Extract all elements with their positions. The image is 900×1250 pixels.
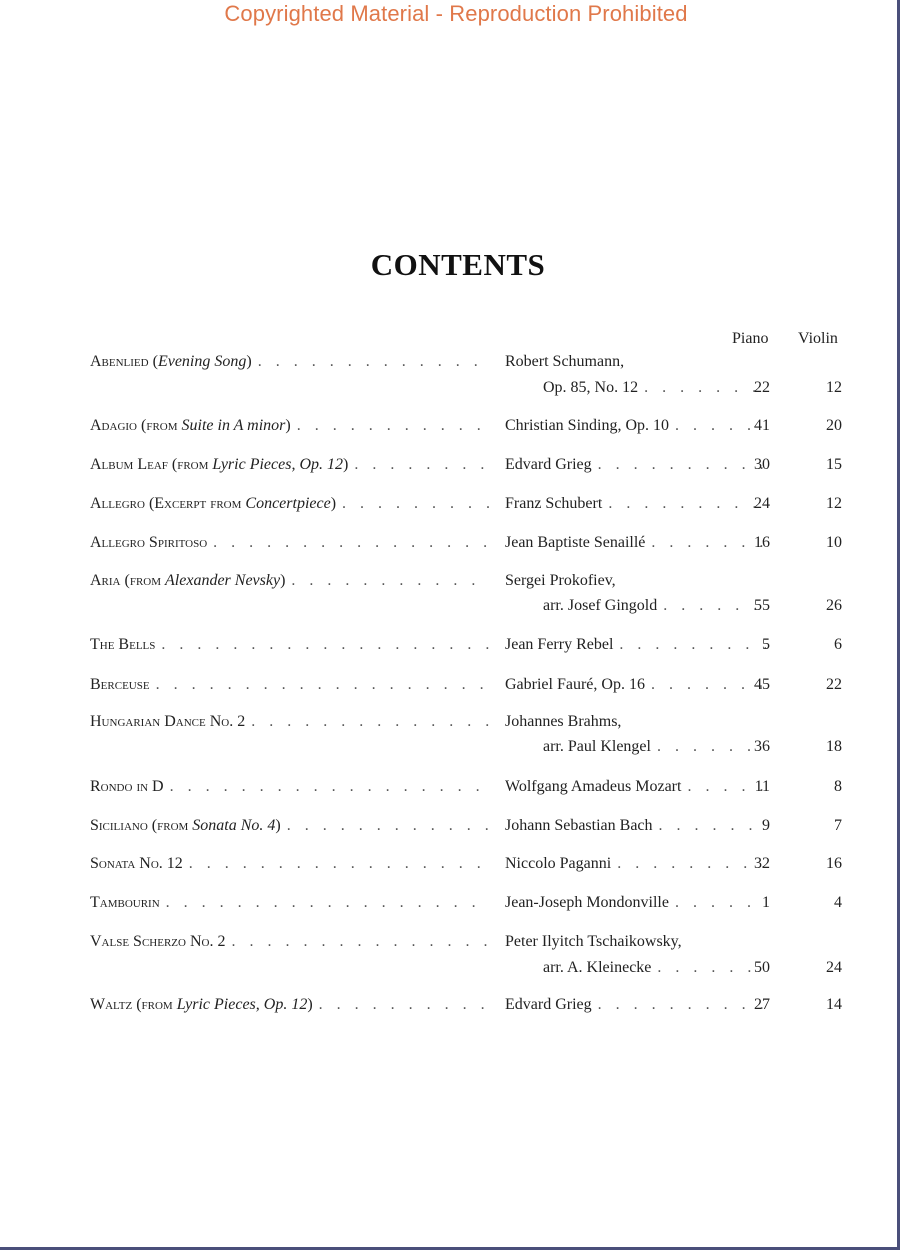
dot-leader [231,932,490,952]
entry-composer: Gabriel Fauré, Op. 16 . . . [505,675,770,695]
entry-title: The Bells . . . [90,635,494,655]
entry-composer: Edvard Grieg . . . [505,455,770,475]
violin-page: 8 [834,778,842,795]
dot-leader [287,816,490,836]
entry-title: Adagio (from Suite in A minor) . . . [90,416,494,436]
entry-title: Rondo in D . . . [90,777,494,797]
piano-page: 27 [754,996,770,1013]
entry-composer: Peter Ilyitch Tschaikowsky, [505,933,682,950]
piano-page: 1 [762,894,770,911]
piano-page: 36 [754,738,770,755]
entry-title: Waltz (from Lyric Pieces, Op. 12) . . . [90,995,494,1015]
violin-page: 14 [826,996,842,1013]
entry-composer: Christian Sinding, Op. 10 . . . [505,416,770,436]
violin-page: 7 [834,817,842,834]
contents-entry-continuation [0,958,900,978]
violin-page: 24 [826,959,842,976]
piano-page: 16 [754,534,770,551]
dot-leader [258,352,490,372]
entry-composer: Jean-Joseph Mondonville . . . [505,893,770,913]
contents-entry [0,416,900,436]
contents-entry-continuation [0,378,900,398]
violin-page: 4 [834,894,842,911]
piano-page: 55 [754,597,770,614]
entry-composer: Johann Sebastian Bach . . . [505,816,770,836]
entry-composer: Johannes Brahms, [505,713,622,730]
contents-entry-continuation [0,596,900,616]
entry-title: Allegro (Excerpt from Concertpiece) . . . [90,494,494,514]
entry-composer-detail: arr. Josef Gingold . . . [543,596,770,616]
violin-page: 12 [826,495,842,512]
entry-title: Abenlied (Evening Song) . . . [90,352,494,372]
piano-page: 5 [762,636,770,653]
contents-entry [0,455,900,475]
entry-composer: Niccolo Paganni . . . [505,854,770,874]
contents-entry [0,777,900,797]
dot-leader [291,571,490,591]
entry-title: Berceuse . . . [90,675,494,695]
violin-page: 6 [834,636,842,653]
piano-page: 50 [754,959,770,976]
copyright-watermark: Copyrighted Material - Reproduction Prohibited [224,1,688,26]
page-title: CONTENTS [370,247,546,282]
contents-entry [0,712,900,732]
contents-entry [0,893,900,913]
entry-composer-detail: Op. 85, No. 12 . . . [543,378,770,398]
piano-page: 41 [754,417,770,434]
entry-title: Tambourin . . . [90,893,494,913]
piano-page: 24 [754,495,770,512]
entry-title: Album Leaf (from Lyric Pieces, Op. 12) . . . [90,455,494,475]
entry-title: Aria (from Alexander Nevsky) . . . [90,571,494,591]
violin-page: 16 [826,855,842,872]
dot-leader [297,416,490,436]
contents-entry [0,494,900,514]
contents-entry [0,635,900,655]
violin-page: 22 [826,676,842,693]
dot-leader [354,455,490,475]
violin-page: 18 [826,738,842,755]
entry-composer: Robert Schumann, [505,353,625,370]
entry-composer-detail: arr. A. Kleinecke . . . [543,958,770,978]
dot-leader [161,635,490,655]
violin-page: 10 [826,534,842,551]
entry-title: Sonata No. 12 . . . [90,854,494,874]
entry-title: Hungarian Dance No. 2 . . . [90,712,494,732]
dot-leader [189,854,490,874]
contents-entry [0,995,900,1015]
entry-composer: Franz Schubert . . . [505,494,770,514]
dot-leader [156,675,490,695]
piano-page: 22 [754,379,770,396]
entry-composer-detail: arr. Paul Klengel . . . [543,737,770,757]
violin-page: 26 [826,597,842,614]
dot-leader [342,494,490,514]
entry-composer: Sergei Prokofiev, [505,572,616,589]
entry-title: Allegro Spiritoso . . . [90,533,494,553]
contents-entry [0,932,900,952]
entry-title: Valse Scherzo No. 2 . . . [90,932,494,952]
contents-entry-continuation [0,737,900,757]
piano-page: 32 [754,855,770,872]
piano-page: 30 [754,456,770,473]
dot-leader [170,777,490,797]
piano-page: 11 [754,778,770,795]
entry-composer: Jean Ferry Rebel . . . [505,635,770,655]
contents-entry [0,533,900,553]
entry-title: Siciliano (from Sonata No. 4) . . . [90,816,494,836]
column-header-piano: Piano [732,330,769,347]
entry-composer: Jean Baptiste Senaillé . . . [505,533,770,553]
violin-page: 20 [826,417,842,434]
violin-page: 12 [826,379,842,396]
contents-entry [0,675,900,695]
contents-entry [0,816,900,836]
violin-page: 15 [826,456,842,473]
column-header-violin: Violin [798,330,838,347]
piano-page: 45 [754,676,770,693]
contents-entry [0,352,900,372]
dot-leader [213,533,490,553]
piano-page: 9 [762,817,770,834]
entry-composer: Edvard Grieg . . . [505,995,770,1015]
contents-entry [0,854,900,874]
entry-composer: Wolfgang Amadeus Mozart . . . [505,777,770,797]
dot-leader [166,893,490,913]
dot-leader [251,712,490,732]
contents-entry [0,571,900,591]
dot-leader [319,995,490,1015]
